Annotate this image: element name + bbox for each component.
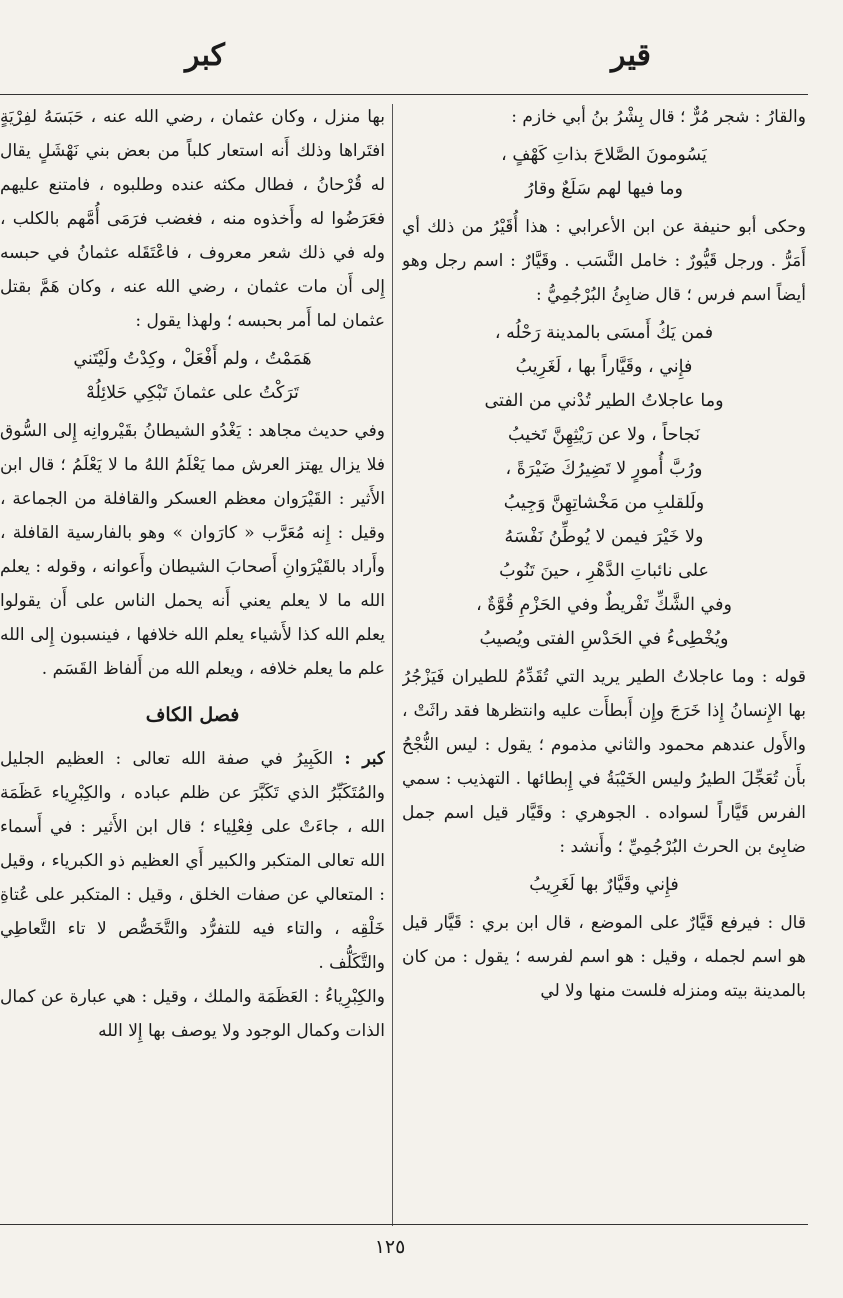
paragraph: بها منزل ، وكان عثمان ، رضي الله عنه ، حَبَسَهُ لفِرْيَةٍ افتَراها وذلك أَنه استعار كلباً من بعض بني نَهْشَلٍ يقال له قُرْحانُ ، فطال مكثه عنده وطلبوه ، فامتنع عليهم فعَرَضُوا له وأَخذوه منه ، فغضب فرَمَى أُمَّهم بالكلب ، وله في ذلك شعر معروف ، فاعْتَقَله عثمانُ في حبسه إِلى أَن مات عثمان ، رضي الله عنه ، وكان هَمَّ بقتل عثمان لما أَمر بحبسه ؛ ولهذا يقول : [0, 107, 385, 331]
verse-line: ولا خَيْرَ فيمن لا يُوطِّنُ نَفْسَهُ [504, 527, 704, 547]
verse-line: على نائباتِ الدَّهْرِ ، حينَ تَنُوبُ [499, 561, 709, 581]
verse-line: ورُبَّ أُمورٍ لا تَضِيرُكَ ضَيْرَةً ، [505, 459, 703, 479]
paragraph: والقارُ : شجر مُرٌّ ؛ قال بِشْرُ بنُ أبي خازم : [511, 107, 806, 127]
verse-line: ويُخْطِىءُ في الحَدْسِ الفتى ويُصيبُ [479, 629, 729, 649]
verse-line: فإِني ، وقَيَّاراً بها ، لَغَرِيبُ [515, 357, 693, 377]
verse-line: تَرَكْتُ على عثمانَ تَبْكِي حَلائِلُهْ [86, 383, 299, 403]
paragraph: قال : فيرفع قَيَّارٌ على الموضع ، قال ابن بري : قَيَّار قيل هو اسم لجمله ، وقيل : هو اسم لفرسه ؛ يقول : من كان بالمدينة بيته ومنزله فلست منها ولا لي [402, 913, 806, 1001]
section-title: فصل الكاف [145, 704, 240, 726]
header-right-word: قير [611, 38, 651, 73]
footer-rule [0, 1224, 808, 1225]
right-column [402, 100, 806, 1220]
entry-headword: كبر : [344, 749, 385, 769]
verse-line: وفي الشَّكِّ تَفْريطٌ وفي الحَزْمِ قُوَّةٌ ، [476, 595, 732, 615]
column-divider [392, 104, 393, 1226]
verse-line: ولَلقلبِ من مَخْشاتِهِنَّ وَجِيبُ [503, 493, 705, 513]
verse-block [402, 868, 806, 902]
left-column [0, 100, 385, 1220]
verse-line: وما عاجلاتُ الطير تُدْني من الفتى [484, 391, 724, 411]
verse-block [0, 342, 385, 410]
verse-line: وما فيها لهم سَلَعٌ وقارُ [525, 179, 683, 199]
verse-block [402, 316, 806, 656]
verse-line: فمن يَكُ أَمسَى بالمدينة رَحْلُه ، [494, 323, 714, 343]
paragraph: قوله : وما عاجلاتُ الطير يريد التي تُقَدِّمُ للطيران فَيَزْجُرُ بها الإِنسانُ إِذا خَرَجَ وإِن أَبطأَت عليه وانتظرها فقد راثَتْ ، والأَول عندهم محمود والثاني مذموم ؛ يقول : ليس النُّجْحُ بأَن تُعَجِّلَ الطيرُ وليس الخَيْبَةُ في إِبطائها . التهذيب : سمي الفرس قَيَّاراً لسواده . الجوهري : وقَيَّار قيل اسم جمل ضابِئ بن الحرث البُرْجُمِيِّ ؛ وأَنشد : [402, 667, 806, 857]
header-left-word: كبر [185, 38, 225, 73]
header-rule [0, 94, 808, 95]
verse-line: يَسُومونَ الصَّلاحَ بذاتِ كَهْفٍ ، [501, 145, 707, 165]
page-number: ١٢٥ [374, 1236, 406, 1258]
verse-line: فإِني وقَيَّارٌ بها لَغَرِيبُ [529, 875, 679, 895]
verse-line: نَجاحاً ، ولا عن رَيْثِهِنَّ تَخيبُ [508, 425, 700, 445]
paragraph: والكِبْرِياءُ : العَظَمَة والملك ، وقيل : هي عبارة عن كمال الذات وكمال الوجود ولا يوصف بها إِلا الله [0, 987, 385, 1041]
paragraph: وحكى أبو حنيفة عن ابن الأعرابي : هذا أُقَيْرُ من ذلك أي أَمَرُّ . ورجل قَيُّورٌ : خامل النَّسَب . وقَيَّارٌ : اسم رجل وهو أيضاً اسم فرس ؛ قال ضابِئُ البُرْجُمِيُّ : [402, 217, 806, 305]
verse-block [402, 138, 806, 206]
entry-text: الكَبِيرُ في صفة الله تعالى : العظيم الجليل والمُتَكَبِّرُ الذي تَكَبَّرَ عن ظلم عباده ، والكِبْرِياء عَظَمَة الله ، جاءَتْ على فِعْلِياء ؛ قال ابن الأَثير : في أَسماء الله تعالى المتكبر والكبير أَي العظيم ذو الكبرياء ، وقيل : المتعالي عن صفات الخلق ، وقيل : المتكبر على عُتاةِ خَلْقِه ، والتاء فيه للتفرُّد والتَّخَصُّص لا تاء التَّعاطِي والتَّكَلُّف . [0, 749, 385, 973]
paragraph: وفي حديث مجاهد : يَغْدُو الشيطانُ بقَيْروانِه إِلى السُّوق فلا يزال يهتز العرش مما يَعْلَمُ اللهُ ما لا يَعْلَمُ ؛ قال ابن الأَثير : القَيْرَوان معظم العسكر والقافلة من الجماعة ، وقيل : إِنه مُعَرَّب « كارَوان » وهو بالفارسية القافلة ، وأَراد بالقَيْرَوانِ أَصحابَ الشيطان وأَعوانه ، وقوله : يعلم الله ما لا يعلم يعني أَنه يحمل الناس على أَن يقولوا يعلم الله كذا لأَشياء يعلم الله خلافها ، فينسبون إِلى الله علم ما يعلم خلافه ، ويعلم الله من أَلفاظ القَسَم . [0, 421, 385, 679]
paragraph [0, 742, 385, 980]
verse-line: هَمَمْتُ ، ولم أَفْعَلْ ، وكِدْتُ ولَيْتَني [73, 349, 312, 369]
